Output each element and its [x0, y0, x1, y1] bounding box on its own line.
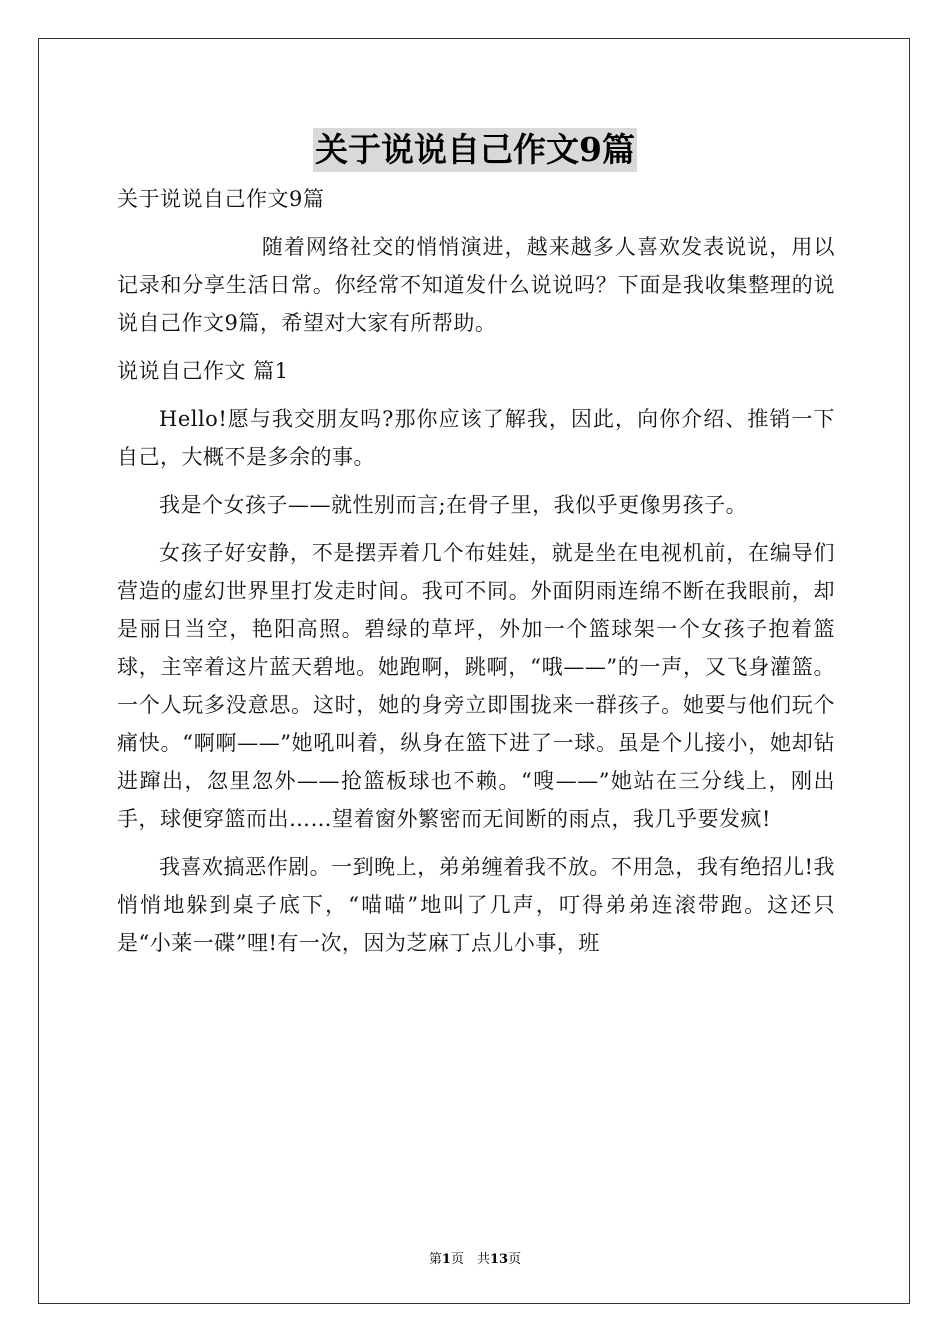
footer-mid: 页 共 [450, 1252, 490, 1267]
body-paragraph: Hello!愿与我交朋友吗?那你应该了解我，因此，向你介绍、推销一下自己，大概不是多余的事。 [117, 407, 835, 469]
document-title: 关于说说自己作文9篇 [313, 128, 637, 172]
intro-paragraph: 随着网络社交的悄悄演进，越来越多人喜欢发表说说，用以记录和分享生活日常。你经常不知道发什么说说吗？下面是我收集整理的说说自己作文9篇，希望对大家有所帮助。 [117, 235, 835, 335]
body-paragraph: 我是个女孩子——就性别而言;在骨子里，我似乎更像男孩子。 [159, 493, 748, 517]
footer-suffix: 页 [508, 1252, 522, 1267]
title-container [0, 128, 950, 172]
body-paragraph: 女孩子好安静，不是摆弄着几个布娃娃，就是坐在电视机前，在编导们营造的虚幻世界里打发走时间。我可不同。外面阴雨连绵不断在我眼前，却是丽日当空，艳阳高照。碧绿的草坪，外加一个篮球架一个女孩子抱着篮球，主宰着这片蓝天碧地。她跑啊，跳啊，“哦——”的一声，又飞身灌篮。一个人玩多没意思。这时，她的身旁立即围拢来一群孩子。她要与他们玩个痛快。“啊啊——”她吼叫着，纵身在篮下进了一球。虽是个儿接小，她却钻进蹿出，忽里忽外——抢篮板球也不赖。“嗖——”她站在三分线上，刚出手，球便穿篮而出……望着窗外繁密而无间断的雨点，我几乎要发疯! [117, 541, 835, 831]
document-body [117, 180, 835, 972]
footer-total-pages: 13 [489, 1252, 509, 1267]
section-heading: 说说自己作文 篇1 [117, 359, 289, 383]
footer-current-page: 1 [441, 1252, 451, 1267]
body-paragraph: 我喜欢搞恶作剧。一到晚上，弟弟缠着我不放。不用急，我有绝招儿!我悄悄地躲到桌子底下，“喵喵”地叫了几声，叮得弟弟连滚带跑。这还只是“小莱一碟”哩!有一次，因为芝麻丁点儿小事，班 [117, 855, 835, 955]
subtitle-line: 关于说说自己作文9篇 [117, 187, 325, 211]
page-footer [0, 1248, 950, 1267]
footer-prefix: 第 [428, 1252, 442, 1267]
